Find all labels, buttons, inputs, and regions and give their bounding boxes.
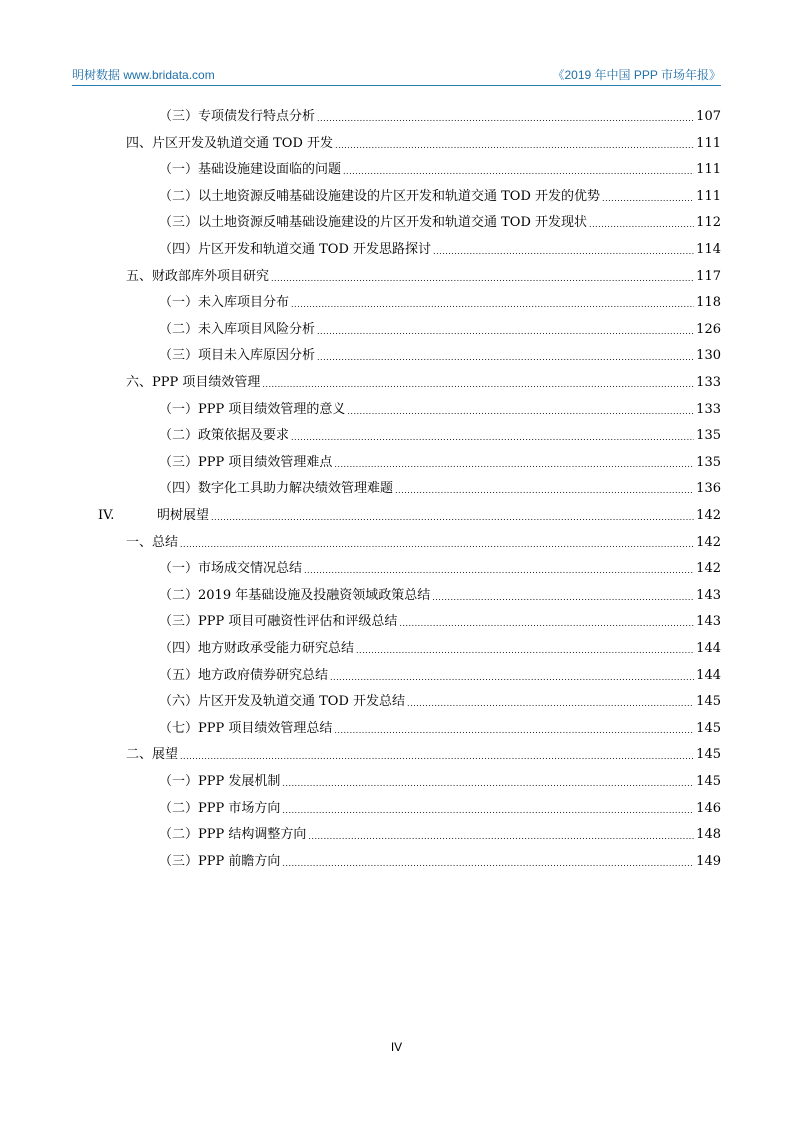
toc-leader-dots	[262, 374, 694, 391]
toc-leader-dots	[343, 161, 694, 178]
toc-entry[interactable]	[159, 338, 721, 364]
toc-entry-title: （三）项目未入库原因分析	[159, 348, 316, 364]
toc-entry-title: （三）以土地资源反哺基础设施建设的片区开发和轨道交通 TOD 开发现状	[159, 215, 588, 231]
toc-entry-title: 二、展望	[126, 747, 179, 763]
toc-entry-page: 145	[696, 720, 721, 736]
toc-leader-dots	[317, 321, 694, 338]
toc-entry[interactable]	[159, 392, 721, 418]
toc-entry[interactable]	[159, 445, 721, 471]
toc-leader-dots	[308, 826, 694, 843]
toc-leader-dots	[180, 534, 694, 551]
toc-leader-dots	[334, 720, 694, 737]
toc-entry-page: 145	[696, 774, 721, 789]
toc-entry-page: 136	[696, 481, 721, 497]
toc-entry-page: 143	[696, 614, 721, 630]
toc-leader-dots	[330, 667, 694, 684]
toc-entry-page: 144	[696, 667, 721, 683]
toc-entry-title: （二）以土地资源反哺基础设施建设的片区开发和轨道交通 TOD 开发的优势	[159, 188, 601, 204]
toc-leader-dots	[282, 773, 694, 790]
toc-entry-page: 111	[696, 188, 721, 204]
toc-leader-dots	[407, 693, 694, 710]
toc-entry-page: 143	[696, 587, 721, 603]
toc-entry-title: 四、片区开发及轨道交通 TOD 开发	[126, 135, 334, 151]
toc-entry-title: （四）地方财政承受能力研究总结	[159, 641, 355, 656]
toc-entry-title: （三）PPP 项目绩效管理难点	[159, 454, 333, 470]
toc-entry[interactable]	[126, 259, 721, 285]
toc-entry-page: 133	[696, 375, 721, 390]
toc-entry-page: 130	[696, 348, 721, 364]
toc-entry[interactable]	[159, 817, 721, 843]
toc-leader-dots	[602, 188, 694, 205]
toc-entry-title: （六）片区开发及轨道交通 TOD 开发总结	[159, 694, 406, 710]
toc-entry-page: 114	[696, 242, 721, 257]
toc-entry[interactable]	[159, 205, 721, 231]
toc-entry[interactable]	[126, 737, 721, 763]
toc-entry-title: （一）PPP 发展机制	[159, 774, 281, 789]
toc-entry-title: 明树展望	[157, 508, 210, 523]
toc-leader-dots	[291, 294, 694, 311]
toc-entry[interactable]	[159, 604, 721, 630]
toc-entry-title: （一）市场成交情况总结	[159, 561, 303, 577]
toc-entry[interactable]	[159, 578, 721, 604]
toc-entry-page: 126	[696, 321, 721, 337]
toc-entry-title: （七）PPP 项目绩效管理总结	[159, 720, 333, 736]
toc-entry[interactable]	[159, 711, 721, 737]
toc-entry[interactable]	[159, 471, 721, 497]
toc-leader-dots	[211, 507, 694, 524]
toc-entry-page: 148	[696, 827, 721, 843]
toc-entry-page: 135	[696, 428, 721, 444]
toc-entry-title: 六、PPP 项目绩效管理	[126, 375, 261, 390]
toc-entry-title: （一）PPP 项目绩效管理的意义	[159, 401, 346, 417]
page-number: IV	[390, 1040, 403, 1054]
toc-entry-title: （二）政策依据及要求	[159, 428, 290, 444]
toc-entry-page: 118	[696, 295, 721, 311]
toc-entry[interactable]	[159, 99, 721, 125]
toc-entry[interactable]	[126, 525, 721, 551]
toc-leader-dots	[304, 560, 694, 577]
toc-entry-page: 142	[696, 534, 721, 550]
toc-leader-dots	[589, 214, 694, 231]
toc-leader-dots	[432, 587, 694, 604]
toc-leader-dots	[282, 853, 694, 870]
toc-entry-page: 117	[696, 268, 721, 284]
toc-leader-dots	[180, 746, 694, 763]
toc-leader-dots	[291, 427, 694, 444]
toc-entry-page: 111	[696, 135, 721, 151]
toc-entry[interactable]	[159, 684, 721, 710]
toc-leader-dots	[433, 241, 694, 258]
toc-entry[interactable]	[159, 551, 721, 577]
toc-entry-title: 五、财政部库外项目研究	[126, 268, 270, 284]
toc-leader-dots	[282, 800, 694, 817]
toc-entry[interactable]	[159, 179, 721, 205]
toc-entry-number: IV.	[98, 508, 115, 523]
toc-leader-dots	[317, 108, 694, 125]
toc-entry-title: （四）片区开发和轨道交通 TOD 开发思路探讨	[159, 242, 432, 257]
toc-entry-page: 142	[696, 561, 721, 577]
toc-leader-dots	[335, 135, 694, 152]
toc-entry[interactable]	[159, 631, 721, 657]
toc-entry[interactable]	[159, 312, 721, 338]
toc-entry-page: 107	[696, 109, 721, 124]
toc-entry-title: （五）地方政府债券研究总结	[159, 667, 329, 683]
toc-entry-title: （一）未入库项目分布	[159, 295, 290, 311]
toc-entry[interactable]	[98, 498, 721, 524]
toc-entry[interactable]	[126, 365, 721, 391]
header-report-title: 《2019 年中国 PPP 市场年报》	[552, 68, 721, 82]
toc-entry[interactable]	[159, 232, 721, 258]
toc-entry-title: （三）PPP 前瞻方向	[159, 853, 281, 869]
toc-entry-title: （一）基础设施建设面临的问题	[159, 162, 342, 178]
toc-entry[interactable]	[159, 844, 721, 870]
toc-entry-page: 144	[696, 641, 721, 656]
toc-entry[interactable]	[159, 152, 721, 178]
toc-leader-dots	[399, 613, 694, 630]
toc-entry-page: 145	[696, 747, 721, 763]
toc-leader-dots	[334, 454, 694, 471]
toc-entry[interactable]	[159, 764, 721, 790]
toc-entry-page: 133	[696, 401, 721, 417]
toc-entry-page: 112	[696, 215, 721, 231]
toc-entry[interactable]	[159, 285, 721, 311]
toc-entry-page: 142	[696, 508, 721, 523]
toc-entry-page: 146	[696, 800, 721, 816]
toc-entry[interactable]	[159, 418, 721, 444]
toc-leader-dots	[347, 401, 694, 418]
toc-entry-title: （三）PPP 项目可融资性评估和评级总结	[159, 614, 398, 630]
header-divider	[72, 85, 721, 86]
toc-entry[interactable]	[159, 791, 721, 817]
toc-entry-title: （二）2019 年基础设施及投融资领域政策总结	[159, 587, 431, 603]
header-site: 明树数据 www.bridata.com	[72, 68, 215, 82]
toc-entry-page: 111	[696, 162, 721, 178]
toc-entry-title: （二）PPP 结构调整方向	[159, 827, 307, 843]
toc-entry-page: 145	[696, 694, 721, 710]
toc-entry-page: 135	[696, 454, 721, 470]
toc-entry-title: （二）未入库项目风险分析	[159, 321, 316, 337]
toc-leader-dots	[317, 347, 694, 364]
toc-entry-title: 一、总结	[126, 534, 179, 550]
toc-entry[interactable]	[126, 126, 721, 152]
toc-entry-title: （三）专项债发行特点分析	[159, 109, 316, 124]
toc-leader-dots	[271, 268, 694, 285]
toc-entry-title: （二）PPP 市场方向	[159, 800, 281, 816]
toc-leader-dots	[395, 480, 694, 497]
toc-entry[interactable]	[159, 658, 721, 684]
toc-entry-title: （四）数字化工具助力解决绩效管理难题	[159, 481, 394, 497]
toc-entry-page: 149	[696, 853, 721, 869]
toc-leader-dots	[356, 640, 694, 657]
